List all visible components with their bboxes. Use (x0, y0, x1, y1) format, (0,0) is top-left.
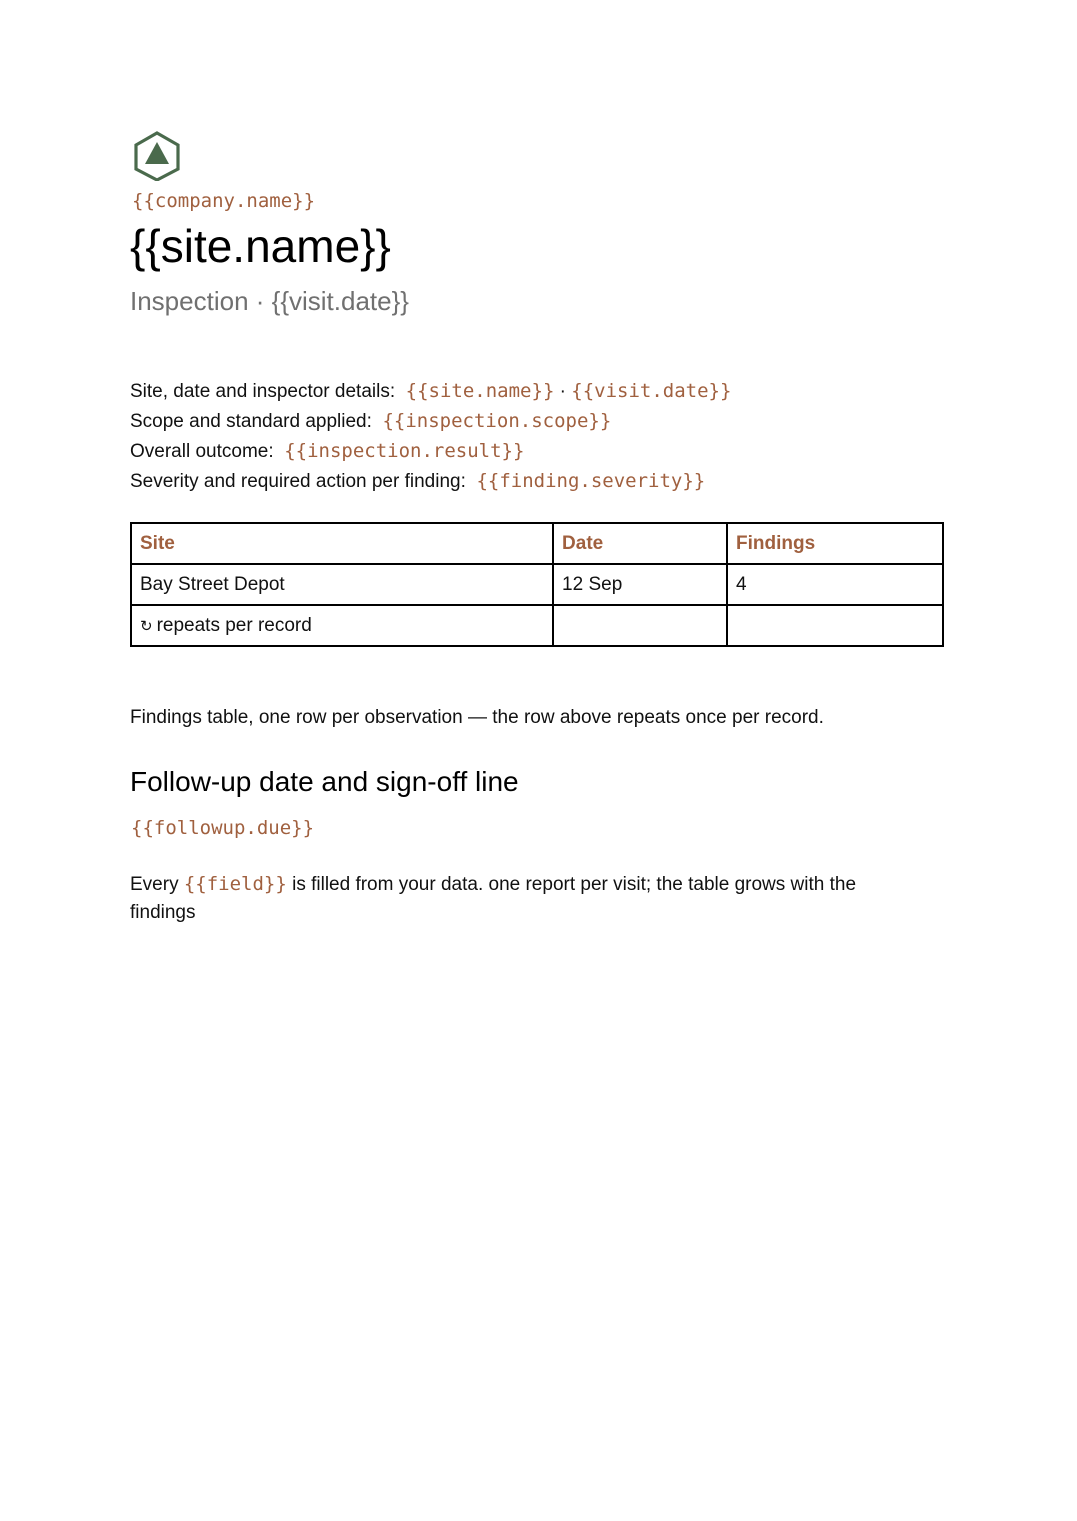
separator: · (559, 381, 566, 402)
table-caption: Findings table, one row per observation — the row above repeats once per record. (130, 707, 824, 728)
detail-label: Scope and standard applied: (130, 411, 372, 432)
visit-date-field: {{visit.date}} (571, 380, 732, 402)
company-name-field: {{company.name}} (132, 190, 316, 212)
detail-site-date (130, 376, 945, 406)
detail-label: Severity and required action per finding: (130, 471, 466, 492)
repeat-cell (131, 605, 553, 646)
inspection-result-field: {{inspection.result}} (284, 440, 525, 462)
detail-label: Site, date and inspector details: (130, 381, 396, 402)
section-heading: Follow-up date and sign-off line (130, 766, 519, 797)
column-header-findings: Findings (727, 523, 943, 564)
cell-site: Bay Street Depot (131, 564, 553, 605)
detail-scope (130, 406, 945, 436)
cell-date: 12 Sep (553, 564, 727, 605)
site-name-field: {{site.name}} (405, 380, 555, 402)
followup-due-field: {{followup.due}} (131, 817, 315, 839)
repeat-row (131, 605, 943, 646)
field-placeholder: {{field}} (183, 873, 287, 895)
cell-findings: 4 (727, 564, 943, 605)
inspection-scope-field: {{inspection.scope}} (382, 410, 612, 432)
detail-severity (130, 466, 945, 496)
table-header-row (131, 523, 943, 564)
repeat-icon: ↻ (140, 616, 153, 635)
empty-cell (727, 605, 943, 646)
page-subtitle: Inspection · {{visit.date}} (130, 286, 409, 316)
hexagon-triangle-icon (133, 131, 181, 181)
footer-suffix: is filled from your data. one report per visit; the table grows with the findings (130, 874, 857, 923)
footer-prefix: Every (130, 874, 179, 895)
footer-note (130, 870, 920, 927)
page-title: {{site.name}} (130, 220, 391, 272)
repeat-label: repeats per record (156, 614, 312, 636)
findings-table (130, 522, 944, 647)
column-header-date: Date (553, 523, 727, 564)
detail-label: Overall outcome: (130, 441, 274, 462)
empty-cell (553, 605, 727, 646)
details-list (130, 376, 945, 496)
column-header-site: Site (131, 523, 553, 564)
detail-outcome (130, 436, 945, 466)
finding-severity-field: {{finding.severity}} (476, 470, 706, 492)
table-row (131, 564, 943, 605)
